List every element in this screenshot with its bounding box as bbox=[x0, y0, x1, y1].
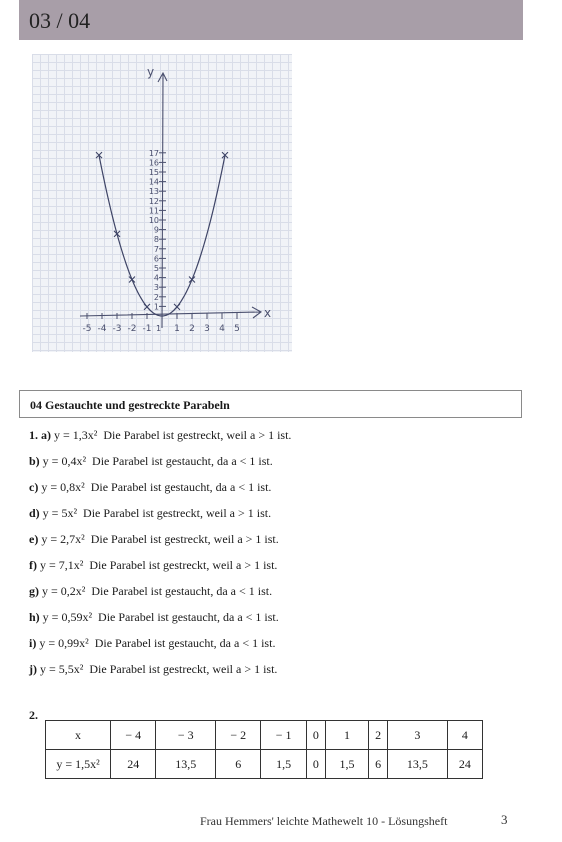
answer-b bbox=[29, 453, 509, 479]
answer-equation: y = 0,59x² bbox=[42, 610, 93, 624]
table-cell: − 4 bbox=[111, 721, 156, 750]
answer-text: Die Parabel ist gestreckt, weil a > 1 ist. bbox=[90, 532, 279, 546]
x-tick-label: 5 bbox=[234, 324, 240, 334]
section-title: 04 Gestauchte und gestreckte Parabeln bbox=[30, 398, 230, 412]
table-cell: 24 bbox=[447, 750, 482, 779]
y-tick-label: 3 bbox=[153, 283, 159, 293]
answer-e bbox=[29, 531, 509, 557]
y-tick-label: 2 bbox=[153, 292, 159, 302]
answer-text: Die Parabel ist gestreckt, weil a > 1 ist. bbox=[89, 662, 278, 676]
table-cell: 2 bbox=[369, 721, 388, 750]
answer-label: b) bbox=[29, 454, 40, 468]
task2-number: 2. bbox=[29, 708, 38, 722]
answer-equation: y = 5x² bbox=[42, 506, 78, 520]
answer-text: Die Parabel ist gestreckt, weil a > 1 ist. bbox=[103, 428, 292, 442]
table-cell: 6 bbox=[216, 750, 261, 779]
footer-text: Frau Hemmers' leichte Mathewelt 10 - Lösungsheft bbox=[200, 814, 448, 828]
y-tick-label: 17 bbox=[148, 148, 159, 158]
answer-g bbox=[29, 583, 509, 609]
y-axis-label: y bbox=[147, 65, 155, 79]
page-title: 03 / 04 bbox=[29, 8, 91, 33]
y-tick-label: 4 bbox=[153, 273, 159, 283]
y-tick-label: 5 bbox=[153, 264, 159, 273]
y-tick-label: 12 bbox=[148, 196, 159, 206]
answer-i bbox=[29, 635, 509, 661]
x-tick-label: 3 bbox=[204, 324, 210, 334]
answer-equation: y = 0,8x² bbox=[41, 480, 85, 494]
table-cell: 0 bbox=[306, 750, 325, 779]
x-tick-label: -5 bbox=[82, 324, 92, 334]
table-cell: 0 bbox=[306, 721, 325, 750]
answer-equation: y = 0,99x² bbox=[39, 636, 89, 650]
point-marker bbox=[144, 304, 150, 310]
answer-text: Die Parabel ist gestaucht, da a < 1 ist. bbox=[92, 454, 273, 468]
answer-equation: y = 0,4x² bbox=[42, 454, 87, 468]
answer-text: Die Parabel ist gestaucht, da a < 1 ist. bbox=[90, 480, 272, 494]
answer-text: Die Parabel ist gestaucht, da a < 1 ist. bbox=[91, 584, 273, 598]
table-cell: 13,5 bbox=[156, 750, 216, 779]
y-tick-label: 16 bbox=[148, 158, 159, 168]
answer-equation: y = 7,1x² bbox=[40, 558, 84, 572]
table-header-y: y = 1,5x² bbox=[46, 750, 111, 779]
table-cell: 1,5 bbox=[261, 750, 306, 779]
table-cell: − 3 bbox=[156, 721, 216, 750]
answer-h bbox=[29, 609, 509, 635]
table-cell: 4 bbox=[447, 721, 482, 750]
x-tick-label: 2 bbox=[189, 324, 195, 334]
x-axis-label: x bbox=[264, 306, 272, 320]
x-tick-label: -3 bbox=[112, 324, 122, 334]
answer-j bbox=[29, 661, 509, 687]
x-tick-label: -1 bbox=[142, 324, 152, 334]
y-tick-label: 1 bbox=[153, 302, 159, 312]
answer-label: f) bbox=[29, 558, 37, 572]
y-tick-label: 11 bbox=[148, 206, 159, 216]
x-tick-label: 1 bbox=[174, 324, 180, 334]
table-cell: 1 bbox=[325, 721, 368, 750]
point-marker bbox=[129, 277, 135, 283]
origin-label: 1 bbox=[156, 324, 162, 333]
table-cell: 24 bbox=[111, 750, 156, 779]
y-tick-label: 7 bbox=[153, 244, 159, 254]
answer-text: Die Parabel ist gestaucht, da a < 1 ist. bbox=[94, 636, 276, 650]
section-header bbox=[19, 390, 522, 418]
y-tick-label: 6 bbox=[153, 254, 159, 264]
answer-label: g) bbox=[29, 584, 39, 598]
y-tick-label: 9 bbox=[153, 225, 159, 235]
answer-equation: y = 1,3x² bbox=[54, 428, 98, 442]
answer-f bbox=[29, 557, 509, 583]
x-tick-label: -2 bbox=[127, 324, 137, 334]
parabola-sketch bbox=[32, 54, 292, 352]
table-row-y bbox=[46, 750, 483, 779]
point-marker bbox=[174, 304, 180, 310]
y-tick-label: 8 bbox=[153, 235, 159, 245]
table-cell: − 2 bbox=[216, 721, 261, 750]
answer-label: h) bbox=[29, 610, 40, 624]
page-number: 3 bbox=[501, 812, 508, 827]
table-cell: 3 bbox=[388, 721, 448, 750]
task1-answers bbox=[29, 427, 509, 687]
answer-label: a) bbox=[41, 428, 51, 442]
table-row-x bbox=[46, 721, 483, 750]
x-tick-label: 4 bbox=[219, 324, 225, 334]
table-cell: 6 bbox=[369, 750, 388, 779]
answer-label: c) bbox=[29, 480, 39, 494]
answer-a bbox=[29, 427, 509, 453]
answer-text: Die Parabel ist gestaucht, da a < 1 ist. bbox=[98, 610, 279, 624]
y-tick-label: 15 bbox=[148, 168, 159, 177]
answer-c bbox=[29, 479, 509, 505]
y-tick-label: 13 bbox=[148, 187, 159, 197]
answer-equation: y = 5,5x² bbox=[40, 662, 84, 676]
header-bar bbox=[19, 0, 523, 40]
answer-text: Die Parabel ist gestreckt, weil a > 1 ist. bbox=[83, 506, 272, 520]
x-tick-label: -4 bbox=[97, 324, 107, 334]
answer-label: i) bbox=[29, 636, 37, 650]
answer-text: Die Parabel ist gestreckt, weil a > 1 ist. bbox=[89, 558, 278, 572]
value-table bbox=[45, 720, 483, 779]
point-marker bbox=[189, 277, 195, 283]
answer-label: d) bbox=[29, 506, 40, 520]
task1-number: 1. bbox=[29, 428, 38, 442]
table-cell: − 1 bbox=[261, 721, 306, 750]
table-cell: 1,5 bbox=[325, 750, 368, 779]
answer-label: e) bbox=[29, 532, 39, 546]
answer-d bbox=[29, 505, 509, 531]
answer-equation: y = 0,2x² bbox=[42, 584, 86, 598]
y-tick-label: 14 bbox=[148, 177, 159, 187]
table-cell: 13,5 bbox=[388, 750, 448, 779]
answer-equation: y = 2,7x² bbox=[41, 532, 85, 546]
answer-label: j) bbox=[29, 662, 37, 676]
y-tick-label: 10 bbox=[148, 216, 159, 225]
table-header-x: x bbox=[46, 721, 111, 750]
